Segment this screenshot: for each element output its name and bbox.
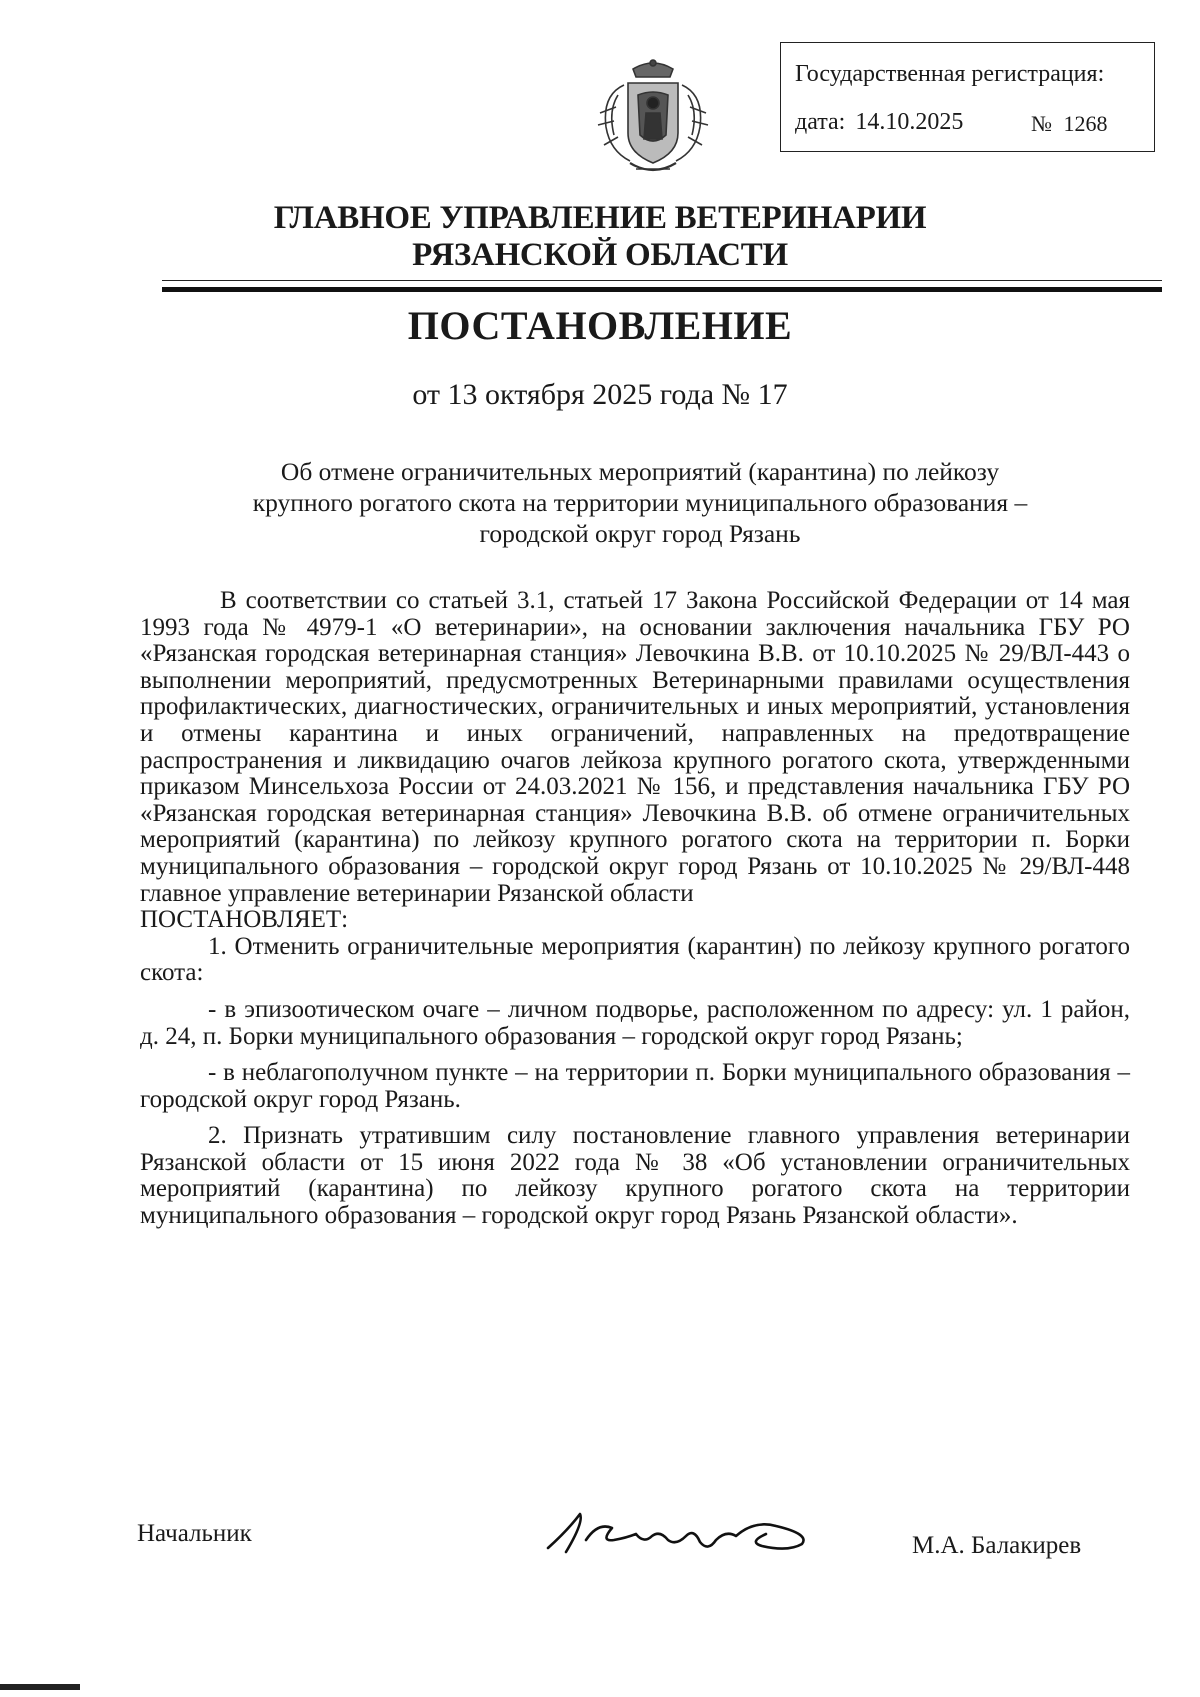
signer-name: М.А. Балакирев xyxy=(912,1532,1082,1559)
item-1-subitem-1: - в эпизоотическом очаге – личном подворье, расположенном по адресу: ул. 1 район, д. 24, п. Борки муниципального образования – городской округ город Рязань; xyxy=(140,995,1130,1050)
registration-number-label: № xyxy=(1031,111,1052,136)
document-body xyxy=(140,588,1130,1230)
scan-edge-mark xyxy=(0,1684,80,1690)
item-1-subitem-2: - в неблагополучном пункте – на территории п. Борки муниципального образования – городской округ город Рязань. xyxy=(140,1059,1130,1113)
header-divider-thick xyxy=(162,287,1162,292)
item-2: 2. Признать утратившим силу постановление главного управления ветеринарии Рязанской области от 15 июня 2022 года № 38 «Об установлении ограничительных мероприятий (карантина) по лейкозу крупного рогатого скота на территории муниципального образования – городской округ город Рязань Рязанской области». xyxy=(140,1122,1130,1230)
registration-stamp xyxy=(780,42,1155,152)
preamble-paragraph: В соответствии со статьей 3.1, статьей 17 Закона Российской Федерации от 14 мая 1993 года № 4979-1 «О ветеринарии», на основании заключения начальника ГБУ РО «Рязанская городская ветеринарная станция» Левочкина В.В. от 10.10.2025 № 29/ВЛ-443 о выполнении мероприятий, предусмотренных Ветеринарными правилами осуществления профилактических, диагностических, ограничительных и иных мероприятий, установления и отмены карантина и иных ограничений, направленных на предотвращение распространения и ликвидацию очагов лейкоза крупного рогатого скота, утвержденными приказом Минсельхоза России от 24.03.2021 № 156, и представления начальника ГБУ РО «Рязанская городская ветеринарная станция» Левочкина В.В. об отмене ограничительных мероприятий (карантина) по лейкозу крупного рогатого скота на территории п. Борки муниципального образования – городской округ город Рязань от 10.10.2025 № 29/ВЛ-448 главное управление ветеринарии Рязанской области xyxy=(140,587,1130,907)
organization-name-line2: РЯЗАНСКОЙ ОБЛАСТИ xyxy=(412,237,788,273)
subject-line: Об отмене ограничительных мероприятий (карантина) по лейкозу xyxy=(280,457,1000,486)
registration-date-label: дата: xyxy=(795,109,846,135)
registration-date xyxy=(795,109,963,136)
registration-number-value: 1268 xyxy=(1063,111,1108,136)
document-date-number: от 13 октября 2025 года № 17 xyxy=(412,378,788,411)
subject-line: крупного рогатого скота на территории муниципального образования – xyxy=(252,488,1028,517)
organization-name-line1: ГЛАВНОЕ УПРАВЛЕНИЕ ВЕТЕРИНАРИИ xyxy=(273,200,927,236)
document-subject xyxy=(200,456,1080,549)
coat-of-arms-emblem xyxy=(588,55,718,180)
handwritten-signature xyxy=(540,1500,850,1570)
header-divider-thin xyxy=(162,280,1162,281)
subject-line: городской округ город Рязань xyxy=(479,519,801,548)
document-type-title: ПОСТАНОВЛЕНИЕ xyxy=(407,303,793,348)
registration-title: Государственная регистрация: xyxy=(795,61,1105,87)
registration-number xyxy=(1031,111,1108,137)
item-1: 1. Отменить ограничительные мероприятия (карантин) по лейкозу крупного рогатого скота: xyxy=(140,932,1130,987)
registration-date-value: 14.10.2025 xyxy=(855,109,964,135)
decree-word: ПОСТАНОВЛЯЕТ: xyxy=(140,906,349,934)
signer-title: Начальник xyxy=(137,1520,252,1547)
